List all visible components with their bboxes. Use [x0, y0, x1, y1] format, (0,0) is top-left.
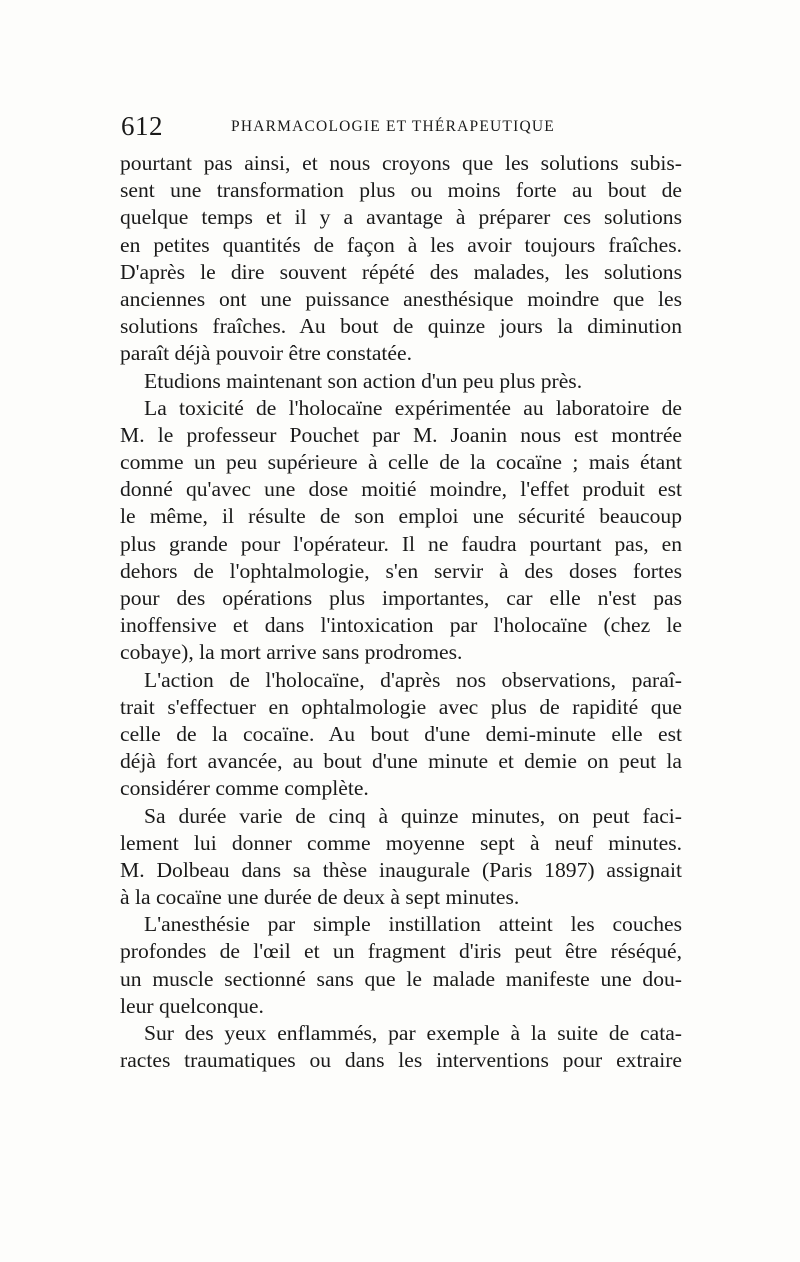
text-line: anciennes ont une puissance anesthésique moindre que les — [120, 286, 682, 311]
text-line: lement lui donner comme moyenne sept à neuf minutes. — [120, 830, 682, 855]
text-line: cobaye), la mort arrive sans prodromes. — [120, 640, 463, 665]
text-line: trait s'effectuer en ophtalmologie avec plus de rapidité que — [120, 694, 682, 719]
text-line: considérer comme complète. — [120, 776, 369, 801]
text-line: pourtant pas ainsi, et nous croyons que les solutions subis- — [120, 151, 682, 175]
text-line: déjà fort avancée, au bout d'une minute et demie on peut la — [120, 749, 682, 774]
text-line: un muscle sectionné sans que le malade manifeste une dou- — [120, 966, 682, 991]
text-line: paraît déjà pouvoir être constatée. — [120, 341, 412, 366]
text-line: celle de la cocaïne. Au bout d'une demi-minute elle est — [120, 721, 682, 746]
text-line: sent une transformation plus ou moins forte au bout de — [120, 178, 682, 203]
running-head: PHARMACOLOGIE ET THÉRAPEUTIQUE — [231, 118, 555, 135]
text-line: en petites quantités de façon à les avoir toujours fraîches. — [120, 232, 682, 257]
page-header — [121, 108, 681, 144]
body-text — [120, 150, 682, 1074]
text-line: M. le professeur Pouchet par M. Joanin nous est montrée — [120, 422, 682, 447]
text-line: L'action de l'holocaïne, d'après nos observations, paraî- — [144, 667, 682, 692]
text-line: M. Dolbeau dans sa thèse inaugurale (Paris 1897) assignait — [120, 857, 682, 882]
text-line: donné qu'avec une dose moitié moindre, l'effet produit est — [120, 477, 682, 502]
text-line: profondes de l'œil et un fragment d'iris peut être réséqué, — [120, 939, 682, 964]
text-line: le même, il résulte de son emploi une sécurité beaucoup — [120, 504, 682, 529]
text-line: comme un peu supérieure à celle de la cocaïne ; mais étant — [120, 450, 682, 475]
text-line: plus grande pour l'opérateur. Il ne faudra pourtant pas, en — [120, 531, 682, 556]
text-line: dehors de l'ophtalmologie, s'en servir à des doses fortes — [120, 558, 682, 583]
text-line: pour des opérations plus importantes, car elle n'est pas — [120, 586, 682, 610]
text-line: La toxicité de l'holocaïne expérimentée au laboratoire de — [144, 395, 682, 420]
text-line: ractes traumatiques ou dans les interventions pour extraire — [120, 1048, 682, 1073]
text-line: quelque temps et il y a avantage à préparer ces solutions — [120, 205, 682, 230]
text-line: Etudions maintenant son action d'un peu plus près. — [144, 368, 583, 393]
text-line: solutions fraîches. Au bout de quinze jours la diminution — [120, 314, 682, 339]
text-line: Sur des yeux enflammés, par exemple à la suite de cata- — [144, 1021, 682, 1045]
text-line: inoffensive et dans l'intoxication par l'holocaïne (chez le — [120, 613, 682, 638]
page-number: 612 — [121, 111, 163, 141]
text-line: L'anesthésie par simple instillation atteint les couches — [144, 912, 682, 937]
text-line: à la cocaïne une durée de deux à sept minutes. — [120, 885, 520, 910]
text-line: leur quelconque. — [120, 993, 264, 1018]
text-line: D'après le dire souvent répété des malades, les solutions — [120, 259, 682, 284]
text-line: Sa durée varie de cinq à quinze minutes, on peut faci- — [144, 803, 682, 828]
